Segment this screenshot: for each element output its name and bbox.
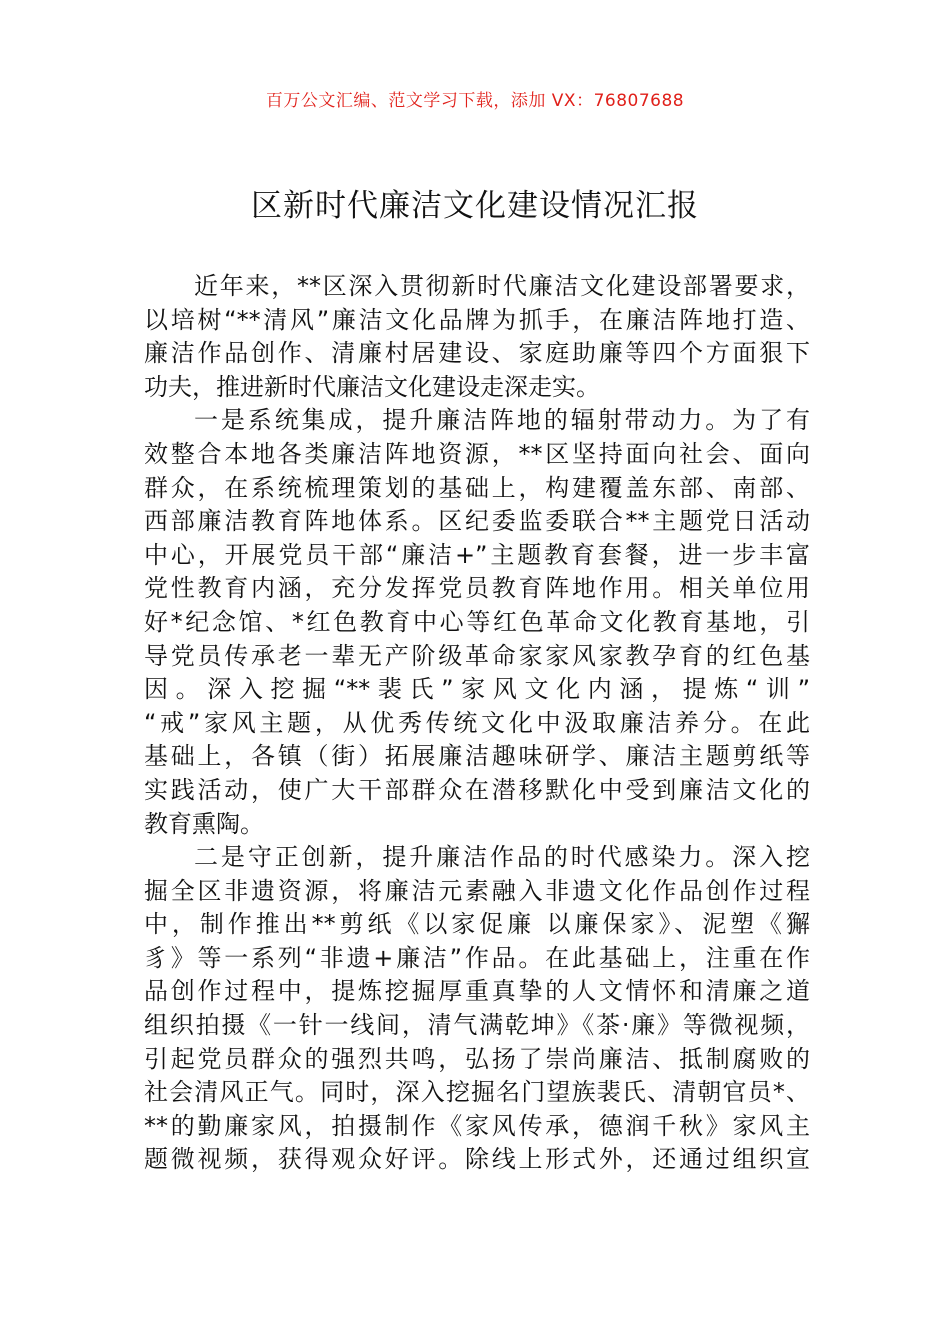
text-line: 基础上，各镇（街）拓展廉洁趣味研学、廉洁主题剪纸等 <box>144 742 810 771</box>
text-line: 西部廉洁教育阵地体系。区纪委监委联合**主题党日活动 <box>144 507 810 536</box>
document-body <box>144 270 810 1177</box>
text-line: 导党员传承老一辈无产阶级革命家家风家教孕育的红色基 <box>144 641 810 670</box>
text-line: 社会清风正气。同时，深入挖掘名门望族裴氏、清朝官员*、 <box>144 1078 810 1107</box>
text-line: 掘全区非遗资源，将廉洁元素融入非遗文化作品创作过程 <box>144 876 810 905</box>
text-line: 中，制作推出**剪纸《以家促廉 以廉保家》、泥塑《獬 <box>144 910 810 939</box>
text-line: 中心，开展党员干部“廉洁+”主题教育套餐，进一步丰富 <box>144 540 810 569</box>
text-line: 群众，在系统梳理策划的基础上，构建覆盖东部、南部、 <box>144 473 810 502</box>
text-line: 功夫，推进新时代廉洁文化建设走深走实。 <box>144 372 600 401</box>
text-line: 引起党员群众的强烈共鸣，弘扬了崇尚廉洁、抵制腐败的 <box>144 1044 810 1073</box>
text-line: 豸》等一系列“非遗+廉洁”作品。在此基础上，注重在作 <box>144 943 810 972</box>
text-line: 一是系统集成，提升廉洁阵地的辐射带动力。为了有 <box>194 406 810 435</box>
text-line: **的勤廉家风，拍摄制作《家风传承，德润千秋》家风主 <box>144 1111 810 1140</box>
text-line: “戒”家风主题，从优秀传统文化中汲取廉洁养分。在此 <box>144 708 810 737</box>
text-line: 题微视频，获得观众好评。除线上形式外，还通过组织宣 <box>144 1145 810 1174</box>
text-line: 组织拍摄《一针一线间，清气满乾坤》《茶·廉》等微视频， <box>144 1011 810 1040</box>
header-note: 百万公文汇编、范文学习下载，添加 VX：76807688 <box>265 91 685 111</box>
text-line: 以培树“**清风”廉洁文化品牌为抓手，在廉洁阵地打造、 <box>144 305 810 334</box>
text-line: 党性教育内涵，充分发挥党员教育阵地作用。相关单位用 <box>144 574 810 603</box>
text-line: 实践活动，使广大干部群众在潜移默化中受到廉洁文化的 <box>144 775 810 804</box>
text-line: 廉洁作品创作、清廉村居建设、家庭助廉等四个方面狠下 <box>144 339 810 368</box>
text-line: 好*纪念馆、*红色教育中心等红色革命文化教育基地，引 <box>144 607 810 636</box>
text-line: 二是守正创新，提升廉洁作品的时代感染力。深入挖 <box>194 843 810 872</box>
text-line: 教育熏陶。 <box>144 809 264 838</box>
text-line: 品创作过程中，提炼挖掘厚重真挚的人文情怀和清廉之道 <box>144 977 810 1006</box>
text-line: 效整合本地各类廉洁阵地资源，**区坚持面向社会、面向 <box>144 439 810 468</box>
text-line: 近年来，**区深入贯彻新时代廉洁文化建设部署要求， <box>194 272 810 300</box>
text-line: 因。深入挖掘“**裴氏”家风文化内涵，提炼“训” <box>144 675 810 704</box>
document-title: 区新时代廉洁文化建设情况汇报 <box>251 188 699 224</box>
